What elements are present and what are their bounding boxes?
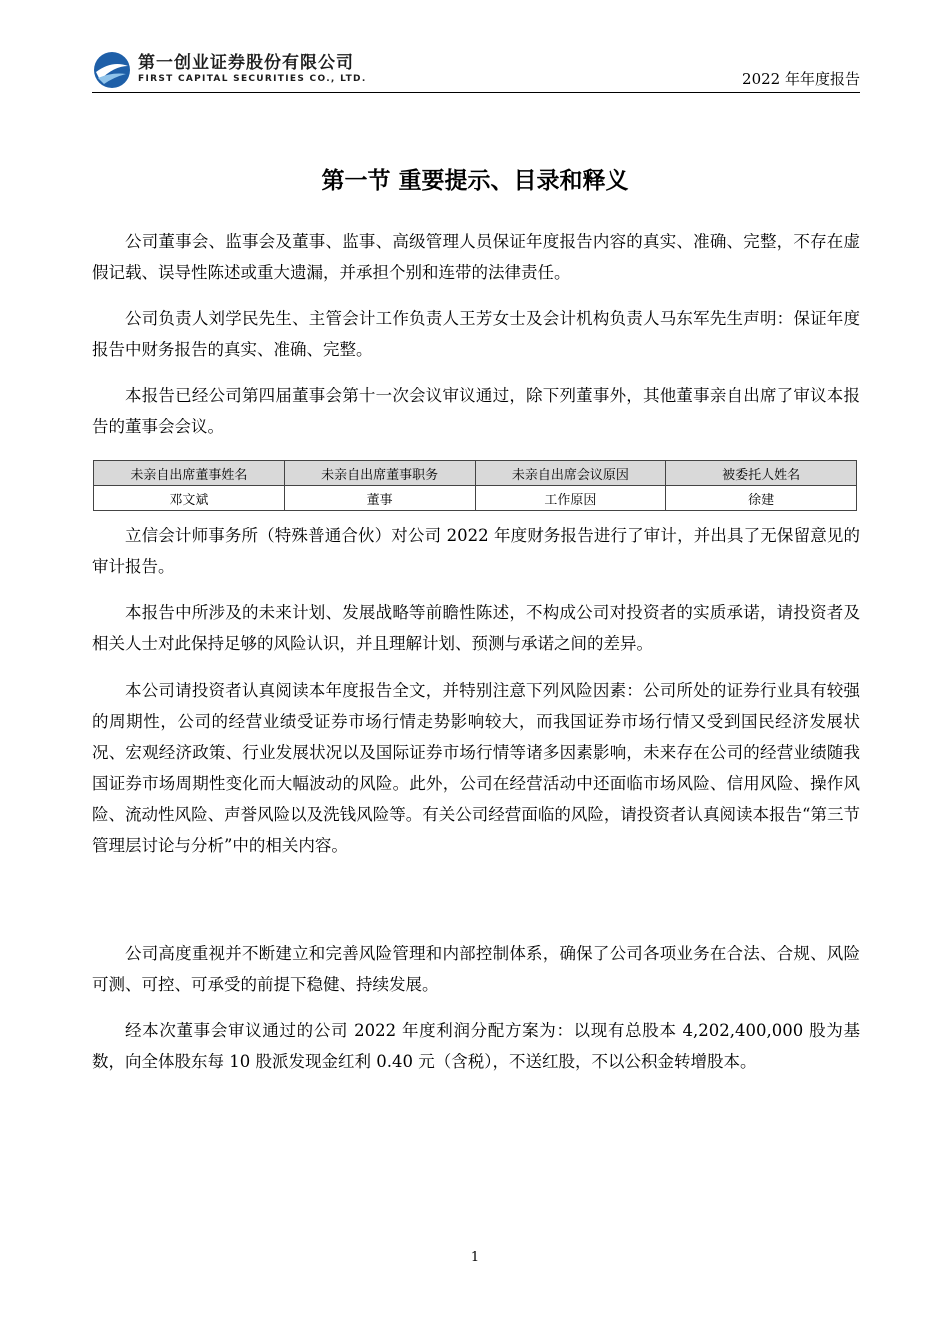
table-row	[94, 486, 857, 511]
report-label: 2022 年年度报告	[742, 70, 860, 88]
table-header-cell: 未亲自出席董事职务	[284, 461, 475, 486]
table-header-row	[94, 461, 857, 486]
absent-directors-table	[93, 460, 857, 511]
paragraph: 经本次董事会审议通过的公司 2022 年度利润分配方案为：以现有总股本 4,202,400,000 股为基数，向全体股东每 10 股派发现金红利 0.40 元（含税），不送红股，不以公积金转增股本。	[92, 1021, 860, 1071]
paragraph: 立信会计师事务所（特殊普通合伙）对公司 2022 年度财务报告进行了审计，并出具了无保留意见的审计报告。	[92, 526, 860, 576]
paragraph: 本报告已经公司第四届董事会第十一次会议审议通过，除下列董事外，其他董事亲自出席了审议本报告的董事会会议。	[92, 386, 860, 436]
page-number: 1	[470, 1250, 480, 1265]
table-header-cell: 未亲自出席董事姓名	[94, 461, 285, 486]
table-cell: 徐建	[666, 486, 857, 511]
table-header-cell: 被委托人姓名	[666, 461, 857, 486]
company-name-cn: 第一创业证券股份有限公司	[138, 53, 354, 73]
company-globe-logo-icon	[92, 50, 132, 90]
table-cell: 工作原因	[475, 486, 666, 511]
table-header-cell: 未亲自出席会议原因	[475, 461, 666, 486]
paragraph: 公司高度重视并不断建立和完善风险管理和内部控制体系，确保了公司各项业务在合法、合规、风险可测、可控、可承受的前提下稳健、持续发展。	[92, 944, 860, 994]
section-title: 第一节 重要提示、目录和释义	[321, 168, 629, 194]
page-header	[92, 46, 860, 93]
paragraph: 本公司请投资者认真阅读本年度报告全文，并特别注意下列风险因素：公司所处的证券行业具有较强的周期性，公司的经营业绩受证券市场行情走势影响较大，而我国证券市场行情又受到国民经济发展状况、宏观经济政策、行业发展状况以及国际证券市场行情等诸多因素影响，未来存在公司的经营业绩随我国证券市场周期性变化而大幅波动的风险。此外，公司在经营活动中还面临市场风险、信用风险、操作风险、流动性风险、声誉风险以及洗钱风险等。有关公司经营面临的风险，请投资者认真阅读本报告“第三节 管理层讨论与分析”中的相关内容。	[92, 681, 860, 855]
paragraph: 本报告中所涉及的未来计划、发展战略等前瞻性陈述，不构成公司对投资者的实质承诺，请投资者及相关人士对此保持足够的风险认识，并且理解计划、预测与承诺之间的差异。	[92, 603, 860, 653]
company-name-en: FIRST CAPITAL SECURITIES CO., LTD.	[138, 74, 367, 84]
paragraph: 公司董事会、监事会及董事、监事、高级管理人员保证年度报告内容的真实、准确、完整，不存在虚假记载、误导性陈述或重大遗漏，并承担个别和连带的法律责任。	[92, 232, 860, 282]
table-cell: 邓文斌	[94, 486, 285, 511]
table-cell: 董事	[284, 486, 475, 511]
paragraph: 公司负责人刘学民先生、主管会计工作负责人王芳女士及会计机构负责人马东军先生声明：保证年度报告中财务报告的真实、准确、完整。	[92, 309, 860, 359]
